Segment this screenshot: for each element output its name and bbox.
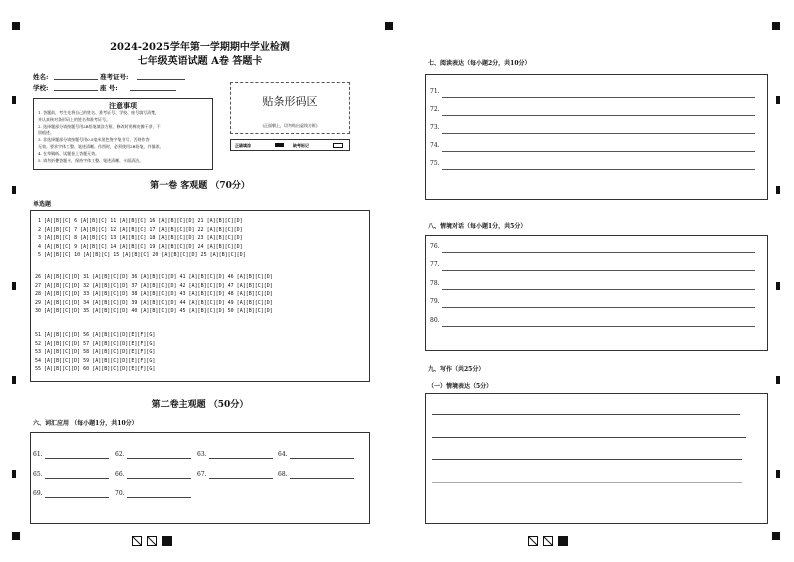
- vocab-item-number: 67.: [197, 471, 207, 478]
- barcode-label: 贴条形码区: [262, 95, 318, 108]
- writing-subsection-title: （一）情境表达（5分）: [428, 383, 493, 390]
- vocab-answer-line[interactable]: [45, 497, 109, 498]
- registration-mark: [12, 532, 20, 540]
- vocab-answer-box: [30, 432, 370, 524]
- vocab-answer-line[interactable]: [127, 478, 191, 479]
- registration-mark: [772, 532, 780, 540]
- bubble-block-3[interactable]: 51 [A][B][C][D] 56 [A][B][C][D][E][F][G] 52 [A][B][C][D] 57 [A][B][C][D][E][F][G] 53 [A][B][C][D] 58 [A][B][C][D][E][F][G] 54 [A][B][C][D] 59 [A][B][C][D][E][F][G] 55 [A][B][C][D] 60 [A][B][C][D][E][F][G]: [35, 332, 156, 373]
- writing-line[interactable]: [432, 482, 742, 483]
- part1-heading: 第一卷 客观题 （70分）: [150, 181, 250, 191]
- notice-title: 注意事项: [109, 101, 137, 110]
- reading-answer-box: [425, 74, 768, 200]
- vocab-item-number: 64.: [278, 451, 288, 458]
- vocab-item-number: 65.: [33, 471, 43, 478]
- absent-mark-box[interactable]: [333, 143, 343, 148]
- single-choice-label: 单选题: [33, 201, 52, 208]
- name-label: 姓名:: [33, 73, 49, 81]
- seat-field[interactable]: [130, 90, 176, 91]
- vocab-item-number: 63.: [197, 451, 207, 458]
- writing-section-title: 九、写作（共25分）: [428, 366, 485, 373]
- vocab-answer-line[interactable]: [209, 478, 273, 479]
- reading-answer-row[interactable]: 73.: [426, 123, 767, 141]
- correct-fill-label: 正确填涂: [235, 143, 251, 148]
- seat-label: 座 号:: [100, 84, 118, 92]
- school-field[interactable]: [54, 90, 98, 91]
- timing-mark: [776, 470, 780, 478]
- part2-heading: 第二卷主观题 （50分）: [151, 400, 249, 410]
- page-marker: [528, 531, 568, 550]
- page-marker: [132, 531, 172, 550]
- dialog-answer-box: [425, 235, 768, 351]
- vocab-item-number: 66.: [115, 471, 125, 478]
- reading-answer-row[interactable]: 74.: [426, 141, 767, 159]
- dialog-answer-row[interactable]: 80.: [426, 316, 767, 334]
- name-field[interactable]: [54, 79, 98, 80]
- vocab-item-number: 70.: [115, 490, 125, 497]
- fill-example-box: [230, 139, 350, 151]
- vocab-item-number: 62.: [115, 451, 125, 458]
- barcode-hint: (正面朝上，切勿贴出虚线方框): [262, 123, 318, 128]
- writing-line[interactable]: [432, 437, 746, 438]
- vocab-item-number: 68.: [278, 471, 288, 478]
- vocab-item-number: 69.: [33, 490, 43, 497]
- exam-no-field[interactable]: [137, 79, 185, 80]
- vocab-answer-line[interactable]: [127, 458, 191, 459]
- timing-mark: [776, 376, 780, 384]
- registration-mark: [772, 22, 780, 30]
- timing-mark: [776, 282, 780, 290]
- vocab-answer-line[interactable]: [127, 497, 191, 498]
- vocab-answer-line[interactable]: [290, 478, 354, 479]
- timing-mark: [776, 96, 780, 104]
- writing-answer-box: [425, 393, 768, 524]
- exam-title: 2024-2025学年第一学期期中学业检测: [110, 42, 290, 53]
- writing-line[interactable]: [432, 459, 742, 460]
- vocab-answer-line[interactable]: [290, 458, 354, 459]
- notice-text: 1. 答题前，考生先将自己的姓名、准考证号、学校、座号填写清楚， 并认真核对条形码上的姓名和准考证号。 2. 选择题部分请按题号用2B铅笔填涂方框，修改时用橡皮擦干净，不 留痕迹。 3. 非选择题部分请按题号用0.5毫米黑色签字笔书写，否则作答 无效。要求字体工整、笔迹清晰。作图时，必须使用2B铅笔，并描浓。 4. 在草稿纸、试题卷上答题无效。 5. 请勿折叠答题卡，保持字体工整、笔迹清晰、卡面清洁。: [38, 110, 164, 163]
- reading-answer-row[interactable]: 72.: [426, 105, 767, 123]
- exam-subtitle: 七年级英语试题 A卷 答题卡: [137, 56, 263, 67]
- vocab-item-number: 61.: [33, 451, 43, 458]
- vocab-section-title: 六、词汇应用 （每小题1分，共10分）: [33, 420, 138, 427]
- notice-box: [33, 98, 213, 170]
- vocab-answer-line[interactable]: [45, 458, 109, 459]
- timing-mark: [12, 282, 16, 290]
- registration-mark: [12, 22, 20, 30]
- dialog-answer-row[interactable]: 78.: [426, 279, 767, 297]
- reading-section-title: 七、阅读表达（每小题2分，共10分）: [428, 60, 531, 67]
- barcode-area: [230, 82, 350, 134]
- reading-answer-row[interactable]: 75.: [426, 159, 767, 177]
- timing-mark: [12, 96, 16, 104]
- school-label: 学校:: [33, 84, 49, 92]
- bubble-answer-area: [30, 210, 370, 382]
- registration-mark: [385, 22, 393, 30]
- exam-no-label: 准考证号:: [100, 73, 129, 81]
- filled-bubble-example: [275, 143, 284, 147]
- reading-answer-row[interactable]: 71.: [426, 87, 767, 105]
- dialog-section-title: 八、情境对话（每小题1分，共5分）: [428, 223, 527, 230]
- timing-mark: [12, 470, 16, 478]
- vocab-answer-line[interactable]: [45, 478, 109, 479]
- timing-mark: [12, 376, 16, 384]
- dialog-answer-row[interactable]: 76.: [426, 242, 767, 260]
- bubble-block-2[interactable]: 26 [A][B][C][D] 31 [A][B][C][D] 36 [A][B][C][D] 41 [A][B][C][D] 46 [A][B][C][D] 27 [A][B][C][D] 32 [A][B][C][D] 37 [A][B][C][D] 42 [A][B][C][D] 47 [A][B][C][D] 28 [A][B][C][D] 33 [A][B][C][D] 38 [A][B][C][D] 43 [A][B][C][D] 48 [A][B][C][D] 29 [A][B][C][D] 34 [A][B][C][D] 39 [A][B][C][D] 44 [A][B][C][D] 49 [A][B][C][D] 30 [A][B][C][D] 35 [A][B][C][D] 40 [A][B][C][D] 45 [A][B][C][D] 50 [A][B][C][D]: [35, 274, 273, 315]
- vocab-answer-line[interactable]: [209, 458, 273, 459]
- timing-mark: [776, 186, 780, 194]
- dialog-answer-row[interactable]: 79.: [426, 297, 767, 315]
- dialog-answer-row[interactable]: 77.: [426, 260, 767, 278]
- writing-line[interactable]: [432, 414, 740, 415]
- bubble-block-1[interactable]: 1 [A][B][C] 6 [A][B][C] 11 [A][B][C] 16 [A][B][C][D] 21 [A][B][C][D] 2 [A][B][C] 7 [A][B][C] 12 [A][B][C] 17 [A][B][C][D] 22 [A][B][C][D] 3 [A][B][C] 8 [A][B][C] 13 [A][B][C] 18 [A][B][C][D] 23 [A][B][C][D] 4 [A][B][C] 9 [A][B][C] 14 [A][B][C] 19 [A][B][C][D] 24 [A][B][C][D] 5 [A][B][C] 10 [A][B][C] 15 [A][B][C] 20 [A][B][C][D] 25 [A][B][C][D]: [38, 218, 246, 259]
- absent-mark-label: 缺考标记: [293, 143, 309, 148]
